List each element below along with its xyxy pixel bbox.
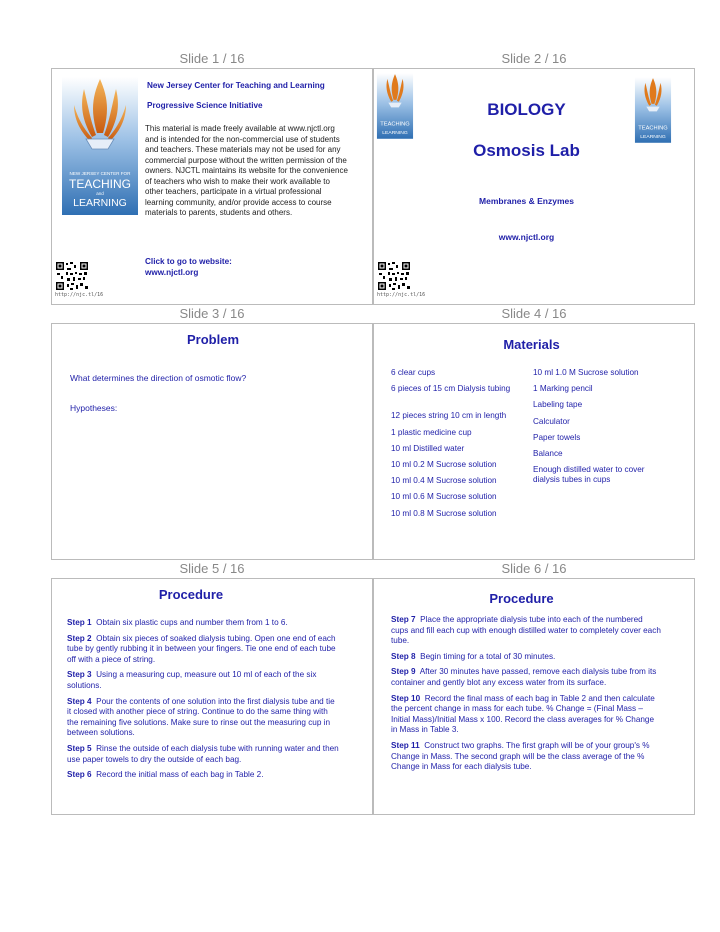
svg-text:NEW JERSEY CENTER FOR: NEW JERSEY CENTER FOR [69,171,131,176]
slide6-title: Procedure [489,591,554,606]
procedure-step: Step 3 Using a measuring cup, measure out 10 ml of each of the six solutions. [67,670,317,690]
procedure-step: Step 7 Place the appropriate dialysis tube into each of the numbered cups and fill each cup with enough distilled water to completely cover each tube. [391,615,661,646]
qr-code-icon[interactable] [55,261,89,291]
slide-5-label: Slide 5 / 16 [179,561,245,576]
svg-text:LEARNING: LEARNING [73,197,127,209]
material-item: 10 ml Distilled water [391,444,465,453]
material-item: 1 Marking pencil [533,384,593,393]
slide3-question: What determines the direction of osmotic flow? [70,373,247,383]
svg-text:LEARNING: LEARNING [640,134,666,141]
slide1-link-label: Click to go to website: [145,257,232,266]
material-item: Enough distilled water to cover dialysis tubes in cups [533,465,645,484]
slide-3[interactable] [51,323,373,560]
material-item: 1 plastic medicine cup [391,428,472,437]
slide2-topic: Membranes & Enzymes [479,196,574,206]
slide-4-label: Slide 4 / 16 [501,306,567,321]
material-item: 12 pieces string 10 cm in length [391,411,507,420]
slide-4[interactable] [373,323,695,560]
qr-caption: http://njc.tl/16 [55,292,104,298]
slide2-title: BIOLOGY [487,100,566,119]
material-item: Paper towels [533,433,581,442]
material-item: 10 ml 0.8 M Sucrose solution [391,509,497,518]
slide-5[interactable] [51,578,373,815]
material-item: 6 clear cups [391,368,436,377]
slide5-steps [67,618,339,786]
slide5-title: Procedure [158,587,224,602]
slide2-url[interactable]: www.njctl.org [498,232,555,242]
material-item: 10 ml 0.6 M Sucrose solution [391,492,497,501]
svg-text:TEACHING: TEACHING [638,125,668,132]
procedure-step: Step 6 Record the initial mass of each bag in Table 2. [67,770,264,780]
procedure-step: Step 8 Begin timing for a total of 30 minutes. [391,651,556,661]
procedure-step: Step 11 Construct two graphs. The first graph will be of your group's % Change in Mass. The second graph will be the class average of the % Change in Mass for each dialysis tube. [391,740,650,772]
procedure-step: Step 2 Obtain six pieces of soaked dialysis tubing. Open one end of each tube by gently rubbing it in between your fingers. Tie one end of each tube off with a piece of string. [67,633,336,664]
material-item: 10 ml 0.2 M Sucrose solution [391,460,497,469]
procedure-step: Step 1 Obtain six plastic cups and number them from 1 to 6. [67,618,288,627]
slide1-website-link[interactable]: www.njctl.org [145,268,199,277]
slide1-body-text: This material is made freely available at www.njctl.org and is intended for the non-commercial use of students and teachers. These materials may not be used for any commercial purpose without the written permission of the owners. NJCTL maintains its website for the convenience of teachers who wish to make their work available to other teachers, participate in a virtual professional learning community, and/or provide access to course materials to parents, students and others. [145,124,348,217]
slide1-heading-psi: Progressive Science Initiative [147,101,263,110]
material-item: 10 ml 1.0 M Sucrose solution [533,368,639,377]
material-item: 10 ml 0.4 M Sucrose solution [391,476,497,485]
material-item: Labeling tape [533,400,583,409]
procedure-step: Step 9 After 30 minutes have passed, remove each dialysis tube from its container and gently blot any excess water from its surface. [391,667,657,687]
material-item: Calculator [533,417,570,426]
qr-caption: http://njc.tl/16 [377,292,426,298]
njctl-logo [60,75,140,217]
svg-text:and: and [96,191,104,196]
slide3-hypotheses: Hypotheses: [70,403,118,413]
slide-2[interactable] [373,68,695,305]
procedure-step: Step 10 Record the final mass of each bag in Table 2 and then calculate the percent change in mass for each tube. % Change = (Final Mass – Initial Mass)/Initial Mass x 100. Record the class averages for % Change in Mass in Table 3. [391,693,655,735]
procedure-step: Step 4 Pour the contents of one solution into the first dialysis tube and tie it closed with another piece of string. Continue to do the same thing with the remaining five solutions. Make sure to rinse out the measuring cup in between solutions. [67,696,335,738]
slide-2-label: Slide 2 / 16 [501,51,567,66]
slide-6[interactable] [373,578,695,815]
procedure-step: Step 5 Rinse the outside of each dialysis tube with running water and then use paper towels to dry the outside of each bag. [67,743,339,764]
slide-6-label: Slide 6 / 16 [501,561,567,576]
svg-text:TEACHING: TEACHING [68,177,132,191]
material-item: 6 pieces of 15 cm Dialysis tubing [391,384,511,393]
slide-1-label: Slide 1 / 16 [179,51,245,66]
slide2-subtitle: Osmosis Lab [473,141,580,160]
slide4-title: Materials [503,337,560,352]
slide-3-label: Slide 3 / 16 [179,306,245,321]
qr-code-icon[interactable] [377,261,411,291]
svg-text:TEACHING: TEACHING [380,121,410,128]
slide3-title: Problem [186,332,239,347]
slide-1[interactable] [51,68,373,305]
slide6-steps [391,615,661,778]
svg-text:LEARNING: LEARNING [382,130,408,137]
material-item: Balance [533,449,563,458]
slide1-heading-njctl: New Jersey Center for Teaching and Learning [147,81,325,90]
